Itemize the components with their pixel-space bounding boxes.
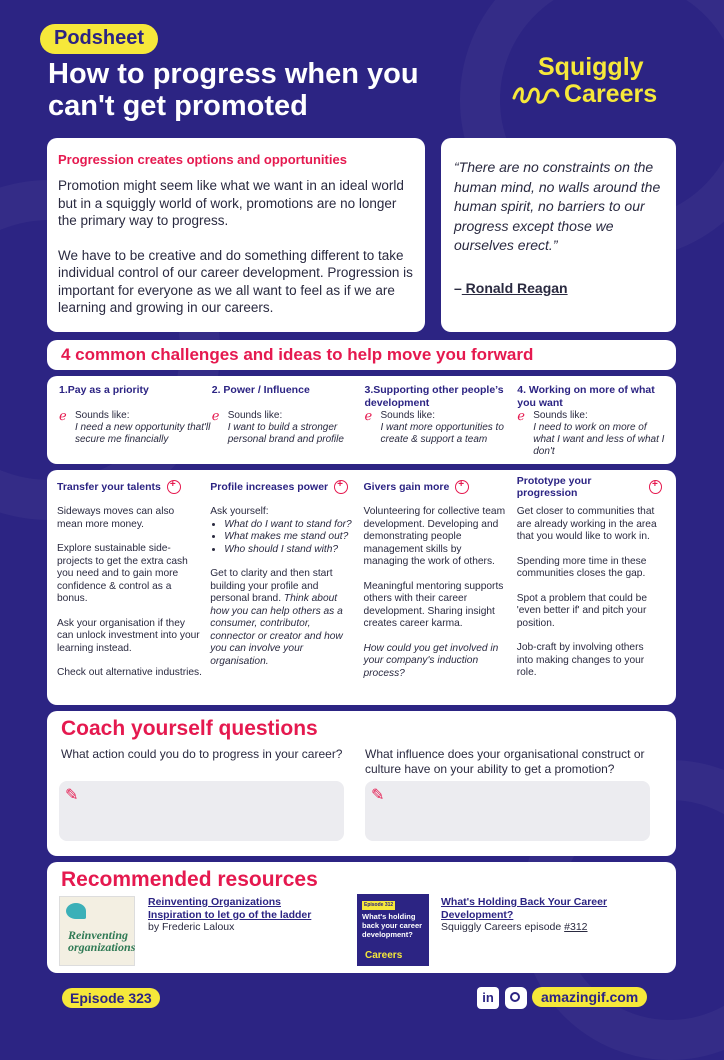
list-item: • Who should I stand with? <box>224 544 355 557</box>
list-item: • What do I want to stand for? <box>224 519 355 532</box>
coach-question-2: What influence does your organisational construct or culture have on your ability to get a promotion? <box>365 747 645 776</box>
challenge-title: 3.Supporting other people’s development <box>364 384 504 409</box>
book-cover-title: Reinventing organizations <box>68 928 136 954</box>
sounds-like-label: Sounds like: <box>533 410 588 421</box>
intro-card <box>47 138 425 332</box>
idea-text: Ask yourself: <box>210 506 269 517</box>
coach-card <box>47 711 676 856</box>
idea-text: Job-craft by involving others into making changes to your role. <box>516 642 645 678</box>
page-title: How to progress when you can't get promoted <box>48 58 419 122</box>
challenge-title: 1.Pay as a priority <box>59 384 149 396</box>
episode-number-link[interactable]: #312 <box>564 921 588 933</box>
idea-text: Spending more time in these communities closes the gap. <box>516 555 647 579</box>
challenges-heading: 4 common challenges and ideas to help move you forward <box>61 345 534 364</box>
idea-transfer-talents <box>57 480 210 705</box>
episode-title-link[interactable]: What's Holding Back Your Career Development? <box>441 896 608 921</box>
intro-paragraph-1: Promotion might seem like what we want in an ideal world but in a squiggly world of work, promotions are no longer the primary way to progress. <box>58 178 404 228</box>
pencil-icon: ✎ <box>65 787 79 804</box>
idea-profile-power <box>210 480 363 705</box>
quote-dash: – <box>454 279 462 296</box>
pencil-icon: ✎ <box>371 787 385 804</box>
episode-resource <box>441 896 661 934</box>
idea-text: Check out alternative industries. <box>57 667 202 678</box>
challenge-example: I want more opportunities to create & support a team <box>380 422 504 445</box>
resources-title: Recommended resources <box>61 868 318 891</box>
challenge-title: 4. Working on more of what you want <box>517 384 655 409</box>
lightbulb-icon <box>455 480 469 494</box>
challenge-example: I want to build a stronger personal brand and profile <box>227 422 344 445</box>
idea-text: Explore sustainable side-projects to get the extra cash you need and to gain more confidence & control as a bonus. <box>57 543 188 604</box>
coach-question-1: What action could you do to progress in your career? <box>61 747 343 761</box>
quote-author-name: Ronald Reagan <box>461 279 568 296</box>
squiggle-icon <box>512 84 562 106</box>
coach-title: Coach yourself questions <box>61 717 318 740</box>
book-author: by Frederic Laloux <box>148 921 235 933</box>
squiggle-e-icon: ℯ <box>59 408 67 423</box>
idea-givers-gain <box>364 480 517 705</box>
lightbulb-icon <box>167 480 181 494</box>
episode-badge: Episode 323 <box>62 988 160 1008</box>
squiggle-e-icon: ℯ <box>364 408 373 423</box>
resources-card <box>47 862 676 973</box>
answer-box-2[interactable] <box>365 781 650 841</box>
website-link[interactable]: amazingif.com <box>532 987 647 1007</box>
intro-paragraph-2: We have to be creative and do something different to take individual control of our career development. Progression is important for everyone as we all want to feel as if we are learning and growing in our careers. <box>58 247 413 315</box>
idea-text: Spot a problem that could be 'even better if' and pitch your position. <box>516 592 648 629</box>
idea-title: Givers gain more <box>363 480 450 493</box>
challenge-example: I need a new opportunity that'll secure me financially <box>75 422 211 445</box>
book-cover-image <box>59 896 135 966</box>
logo-line1: Squiggly <box>538 53 644 81</box>
idea-text: Ask your organisation if they can unlock investment into your learning instead. <box>57 617 200 654</box>
episode-cover-title: What's holding back your career development? <box>362 912 423 939</box>
answer-box-1[interactable] <box>59 781 344 841</box>
logo-line2: Careers <box>564 80 658 108</box>
quote-card <box>441 138 676 332</box>
butterfly-icon <box>66 903 86 919</box>
episode-subtitle: Squiggly Careers episode <box>441 921 565 933</box>
idea-title: Profile increases power <box>210 480 329 493</box>
idea-text: How could you get involved in your company's induction process? <box>363 642 499 679</box>
challenge-item <box>365 384 518 464</box>
idea-prototype-progression <box>516 474 670 705</box>
challenges-card <box>47 376 676 464</box>
squiggly-careers-logo <box>512 54 692 108</box>
sounds-like-label: Sounds like: <box>75 410 130 421</box>
challenge-example: I need to work on more of what I want and less of what I don't <box>533 422 665 457</box>
book-title-link[interactable]: Reinventing Organizations Inspiration to let go of the ladder <box>148 896 312 921</box>
episode-cover-tag: Episode 312 <box>364 902 394 908</box>
challenge-item <box>59 384 212 464</box>
challenge-item <box>517 384 670 464</box>
quote-author <box>454 280 664 296</box>
squiggle-e-icon: ℯ <box>211 408 220 423</box>
challenge-item <box>212 384 365 464</box>
sounds-like-label: Sounds like: <box>380 410 435 421</box>
sounds-like-label: Sounds like: <box>227 410 283 421</box>
linkedin-icon[interactable]: in <box>477 987 499 1009</box>
idea-text: Sideways moves can also mean more money. <box>57 506 175 530</box>
episode-cover-image <box>357 894 429 966</box>
book-resource <box>148 896 348 934</box>
podsheet-tag: Podsheet <box>40 24 158 54</box>
idea-text: Volunteering for collective team development. Developing and demonstrating people management skills by managing the work of others. <box>363 506 506 567</box>
instagram-icon[interactable] <box>505 987 527 1009</box>
idea-text: Meaningful mentoring supports others with their career development. Sharing insight creates career karma. <box>363 580 504 629</box>
squiggle-e-icon: ℯ <box>517 408 525 423</box>
intro-subtitle: Progression creates options and opportunities <box>58 152 347 167</box>
idea-text: Get closer to communities that are already working in the area that you would like to work in. <box>516 506 657 542</box>
challenge-title: 2. Power / Influence <box>211 384 310 396</box>
idea-title: Prototype your progression <box>516 474 592 499</box>
lightbulb-icon <box>334 480 348 494</box>
ideas-card <box>47 470 676 705</box>
idea-text: Get to clarity and then start building your profile and personal brand. Think about how you can help others as a consumer, contributor, connector or creator and how you can involve your organisation. <box>210 568 343 667</box>
idea-title: Transfer your talents <box>57 480 161 493</box>
challenges-heading-card <box>47 340 676 370</box>
quote-text: “There are no constraints on the human mind, no walls around the human spirit, no barriers to our progress except those we ourselves erect.” <box>454 159 661 253</box>
lightbulb-icon <box>649 480 662 494</box>
episode-cover-logo: Careers <box>365 950 403 961</box>
list-item: • What makes me stand out? <box>224 531 355 544</box>
idea-bullet-list <box>224 519 355 557</box>
